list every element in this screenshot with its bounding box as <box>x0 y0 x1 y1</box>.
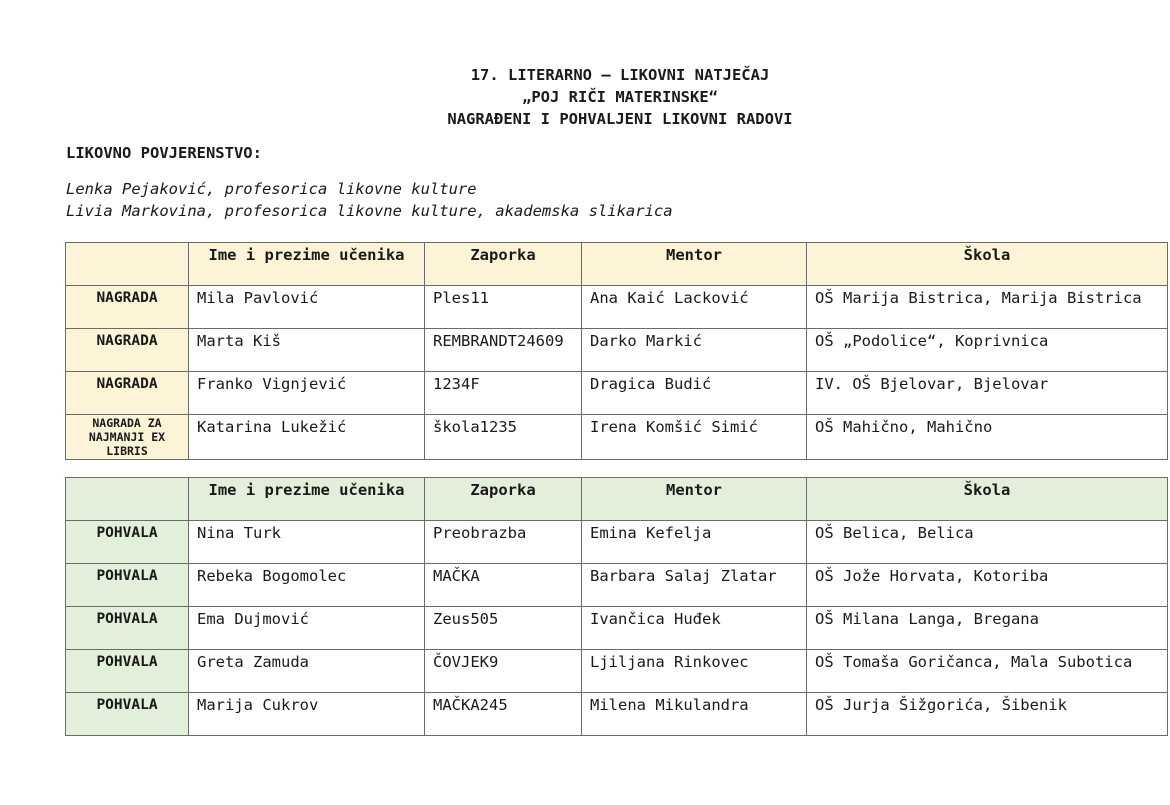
header-school: Škola <box>807 478 1168 521</box>
mentor-cell: Emina Kefelja <box>582 521 807 564</box>
school-cell: OŠ Marija Bistrica, Marija Bistrica <box>807 286 1168 329</box>
award-cell: NAGRADA <box>66 372 189 415</box>
school-cell: OŠ Tomaša Goričanca, Mala Subotica <box>807 650 1168 693</box>
title-line-3: NAGRAĐENI I POHVALJENI LIKOVNI RADOVI <box>447 110 793 128</box>
title-line-1: 17. LITERARNO – LIKOVNI NATJEČAJ <box>470 66 770 84</box>
header-mentor: Mentor <box>582 243 807 286</box>
document-title <box>0 64 1170 130</box>
committee-member: Livia Markovina, profesorica likovne kulture, akademska slikarica <box>66 202 673 220</box>
table-row <box>66 564 1168 607</box>
committee-members <box>66 178 673 222</box>
student-name-cell: Franko Vignjević <box>189 372 425 415</box>
code-cell: 1234F <box>425 372 582 415</box>
header-code: Zaporka <box>425 478 582 521</box>
header-code: Zaporka <box>425 243 582 286</box>
code-cell: MAČKA <box>425 564 582 607</box>
praise-table <box>65 477 1168 736</box>
header-award <box>66 243 189 286</box>
table-row <box>66 521 1168 564</box>
committee-member: Lenka Pejaković, profesorica likovne kulture <box>66 180 477 198</box>
mentor-cell: Irena Komšić Simić <box>582 415 807 460</box>
code-cell: škola1235 <box>425 415 582 460</box>
mentor-cell: Ivančica Huđek <box>582 607 807 650</box>
award-cell: NAGRADA <box>66 329 189 372</box>
mentor-cell: Milena Mikulandra <box>582 693 807 736</box>
student-name-cell: Marta Kiš <box>189 329 425 372</box>
table-row <box>66 286 1168 329</box>
table-row <box>66 650 1168 693</box>
header-student-name: Ime i prezime učenika <box>189 478 425 521</box>
school-cell: OŠ Jurja Šižgorića, Šibenik <box>807 693 1168 736</box>
award-cell: POHVALA <box>66 521 189 564</box>
table-row <box>66 329 1168 372</box>
awards-table <box>65 242 1168 460</box>
student-name-cell: Marija Cukrov <box>189 693 425 736</box>
header-school: Škola <box>807 243 1168 286</box>
header-mentor: Mentor <box>582 478 807 521</box>
table-row <box>66 693 1168 736</box>
award-cell: POHVALA <box>66 650 189 693</box>
school-cell: OŠ Jože Horvata, Kotoriba <box>807 564 1168 607</box>
code-cell: Ples11 <box>425 286 582 329</box>
committee-label: LIKOVNO POVJERENSTVO: <box>66 144 262 162</box>
mentor-cell: Barbara Salaj Zlatar <box>582 564 807 607</box>
award-cell: POHVALA <box>66 693 189 736</box>
title-line-2: „POJ RIČI MATERINSKE“ <box>522 88 718 106</box>
student-name-cell: Rebeka Bogomolec <box>189 564 425 607</box>
student-name-cell: Ema Dujmović <box>189 607 425 650</box>
mentor-cell: Dragica Budić <box>582 372 807 415</box>
code-cell: MAČKA245 <box>425 693 582 736</box>
school-cell: OŠ Milana Langa, Bregana <box>807 607 1168 650</box>
award-cell: NAGRADA ZA NAJMANJI EX LIBRIS <box>66 415 189 460</box>
school-cell: OŠ Belica, Belica <box>807 521 1168 564</box>
header-award <box>66 478 189 521</box>
table-row <box>66 415 1168 460</box>
mentor-cell: Ana Kaić Lacković <box>582 286 807 329</box>
school-cell: OŠ „Podolice“, Koprivnica <box>807 329 1168 372</box>
table-header-row <box>66 243 1168 286</box>
code-cell: ČOVJEK9 <box>425 650 582 693</box>
student-name-cell: Nina Turk <box>189 521 425 564</box>
award-cell: POHVALA <box>66 564 189 607</box>
mentor-cell: Ljiljana Rinkovec <box>582 650 807 693</box>
table-row <box>66 372 1168 415</box>
award-cell: POHVALA <box>66 607 189 650</box>
table-row <box>66 607 1168 650</box>
table-header-row <box>66 478 1168 521</box>
school-cell: OŠ Mahično, Mahično <box>807 415 1168 460</box>
code-cell: REMBRANDT24609 <box>425 329 582 372</box>
student-name-cell: Mila Pavlović <box>189 286 425 329</box>
student-name-cell: Katarina Lukežić <box>189 415 425 460</box>
award-cell: NAGRADA <box>66 286 189 329</box>
header-student-name: Ime i prezime učenika <box>189 243 425 286</box>
code-cell: Zeus505 <box>425 607 582 650</box>
code-cell: Preobrazba <box>425 521 582 564</box>
school-cell: IV. OŠ Bjelovar, Bjelovar <box>807 372 1168 415</box>
mentor-cell: Darko Markić <box>582 329 807 372</box>
student-name-cell: Greta Zamuda <box>189 650 425 693</box>
